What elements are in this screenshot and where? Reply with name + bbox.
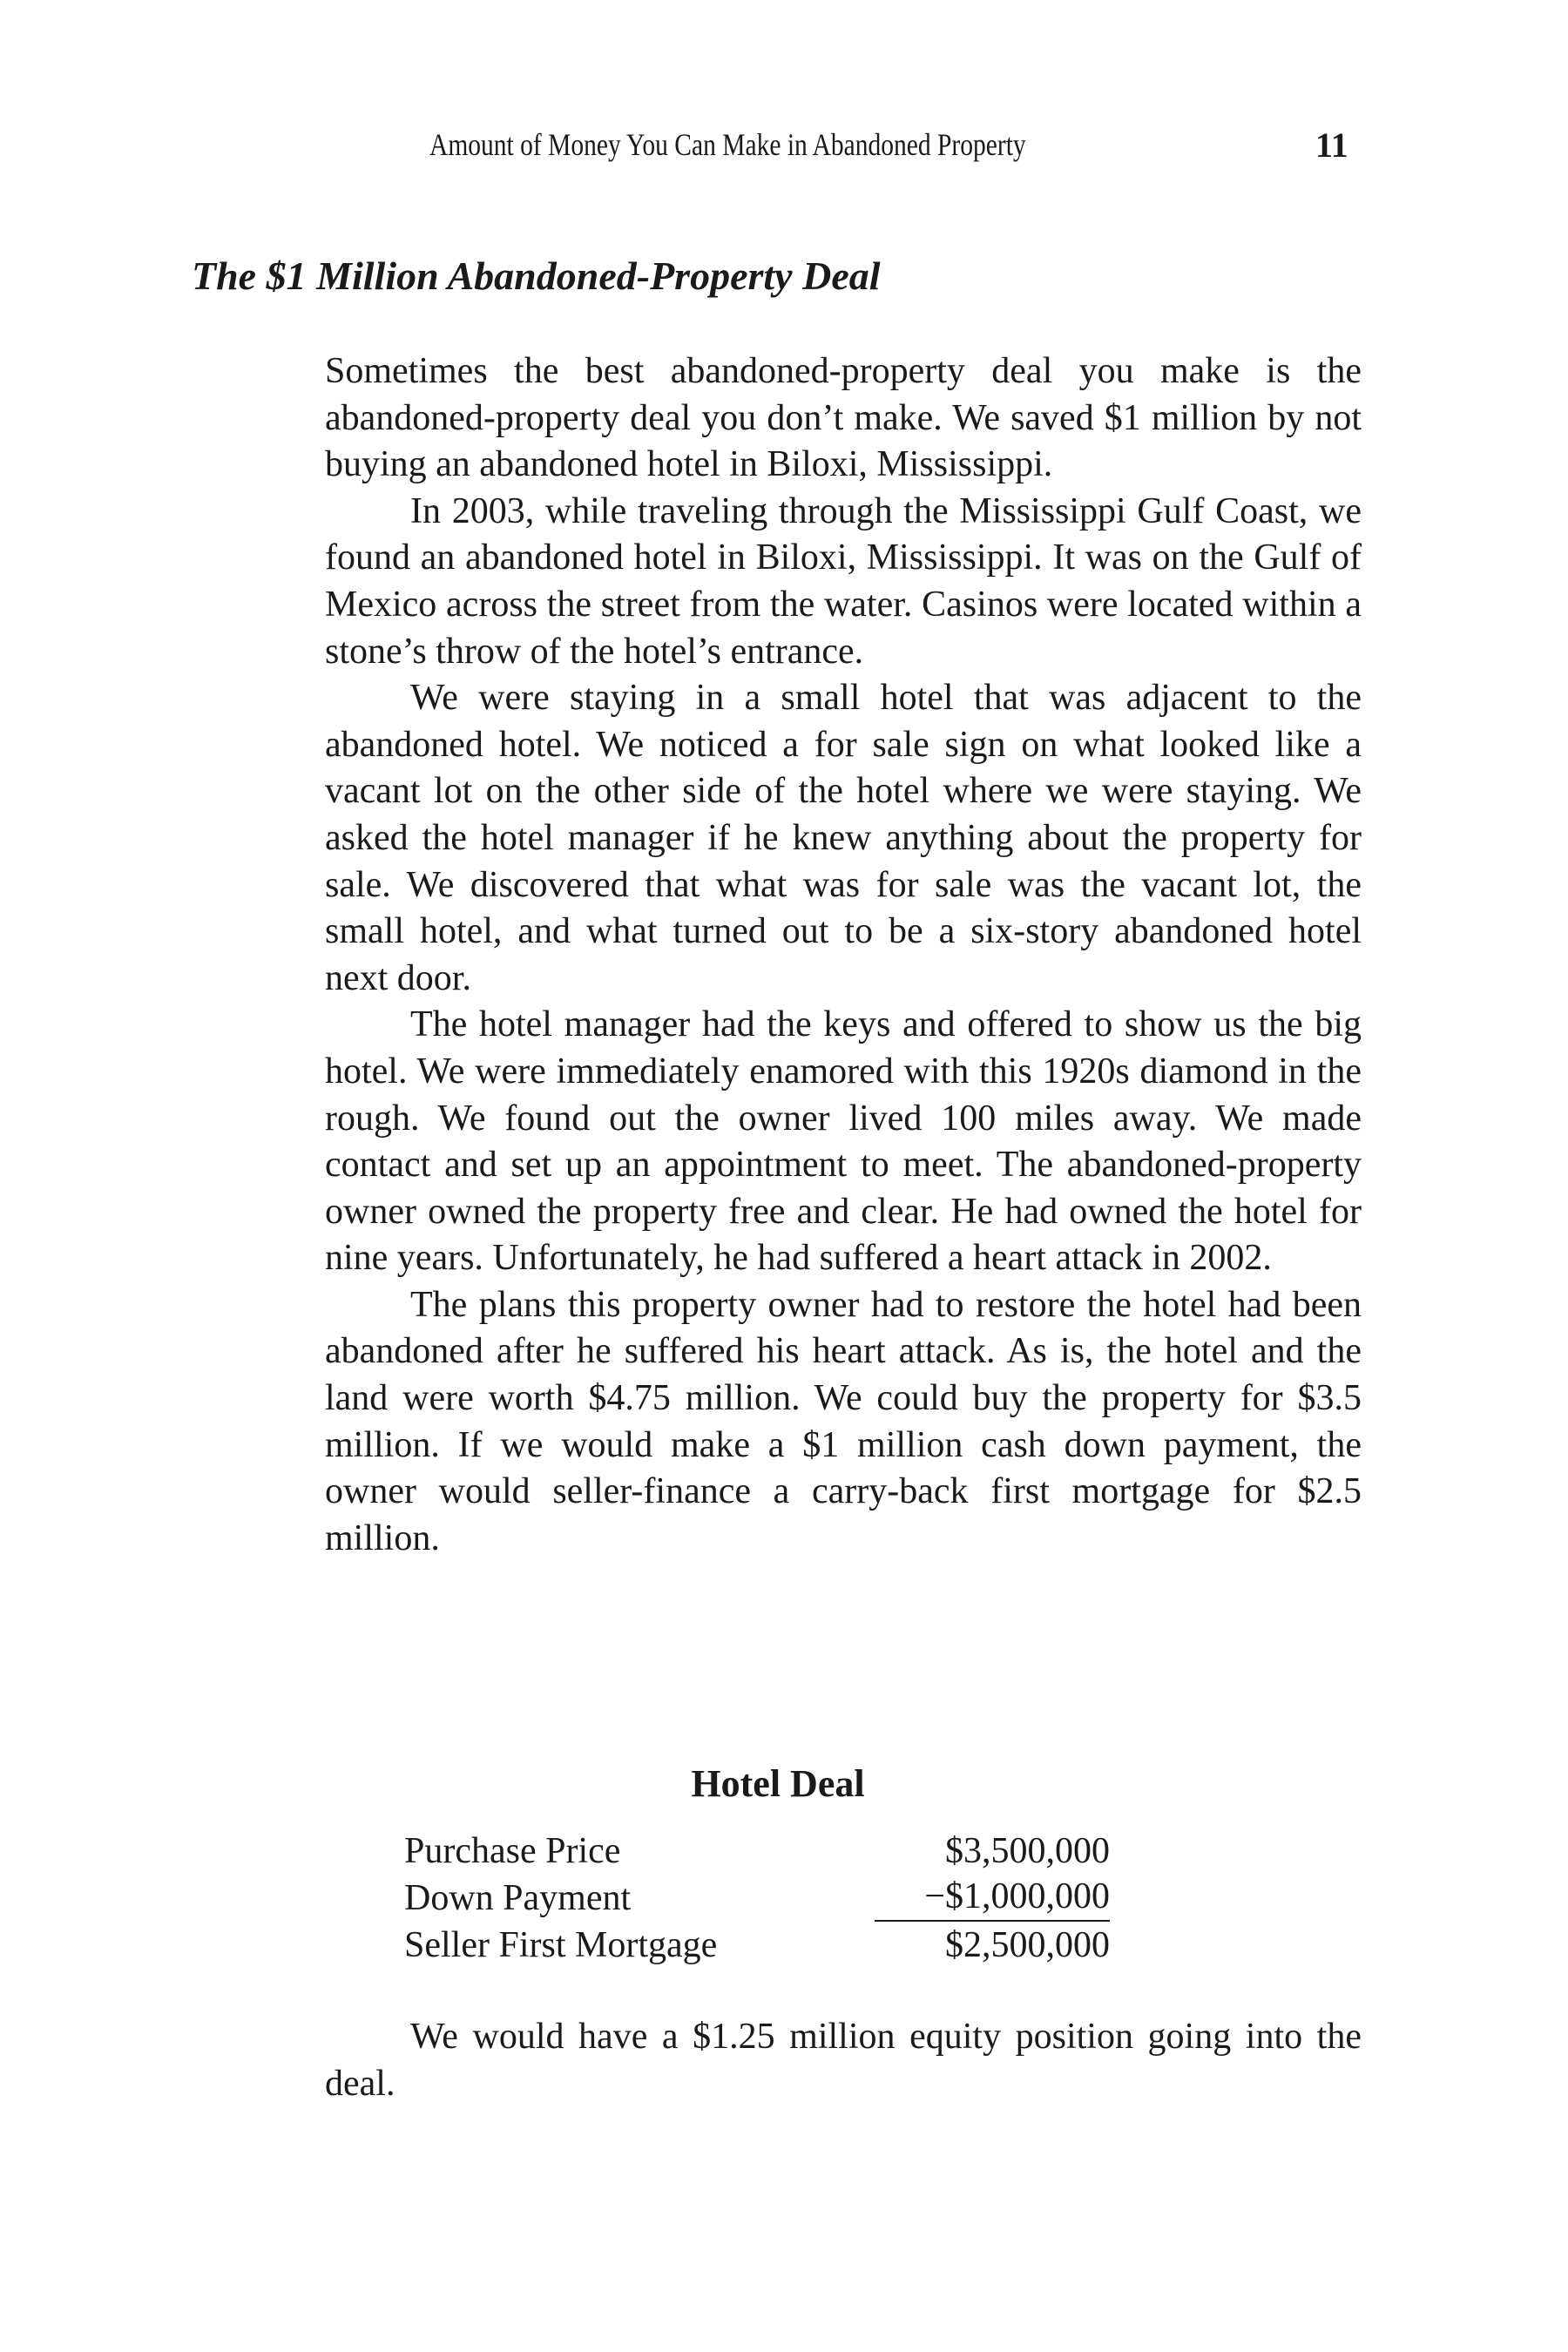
closing-text (325, 2014, 1362, 2107)
deal-value: −$1,000,000 (875, 1875, 1110, 1922)
paragraph: We were staying in a small hotel that was adjacent to the abandoned hotel. We noticed a for sale sign on what looked like a vacant lot on the other side of the hotel where we were staying. We asked the hotel manager if he knew anything about the property for sale. We discovered that what was for sale was the vacant lot, the small hotel, and what turned out to be a six-story abandoned hotel next door. (325, 678, 1362, 998)
deal-value: $3,500,000 (945, 1831, 1110, 1871)
paragraph: We would have a $1.25 million equity position going into the deal. (325, 2017, 1362, 2104)
deal-value: $2,500,000 (945, 1925, 1110, 1965)
body-text (325, 348, 1362, 1562)
paragraph: Sometimes the best abandoned-property deal you make is the abandoned-property deal you don’t make. We saved $1 million by not buying an abandoned hotel in Biloxi, Mississippi. (325, 351, 1362, 485)
running-head: Amount of Money You Can Make in Abandoned Property (429, 127, 1026, 162)
section-heading: The $1 Million Abandoned-Property Deal (192, 253, 881, 298)
paragraph: In 2003, while traveling through the Mississippi Gulf Coast, we found an abandoned hotel in Biloxi, Mississippi. It was on the Gulf of Mexico across the street from the water. Casinos were located within a stone’s throw of the hotel’s entrance. (325, 490, 1362, 672)
hotel-deal-title: Hotel Deal (691, 1762, 865, 1805)
paragraph: The plans this property owner had to restore the hotel had been abandoned after he suffered his heart attack. As is, the hotel and the land were worth $4.75 million. We could buy the property for $3.5 million. If we would make a $1 million cash down payment, the owner would seller-finance a carry-back first mortgage for $2.5 million. (325, 1284, 1362, 1558)
hotel-deal-table (404, 1828, 1110, 1969)
deal-row-purchase-price (404, 1828, 1110, 1875)
deal-label: Seller First Mortgage (404, 1925, 718, 1965)
page-number: 11 (1315, 125, 1348, 165)
deal-row-seller-first-mortgage (404, 1922, 1110, 1969)
deal-row-down-payment (404, 1875, 1110, 1922)
deal-label: Down Payment (404, 1878, 632, 1918)
paragraph: The hotel manager had the keys and offered to show us the big hotel. We were immediately enamored with this 1920s diamond in the rough. We found out the owner lived 100 miles away. We made contact and set up an appointment to meet. The abandoned-property owner owned the property free and clear. He had owned the hotel for nine years. Unfortunately, he had suffered a heart attack in 2002. (325, 1004, 1362, 1279)
deal-label: Purchase Price (404, 1831, 621, 1871)
